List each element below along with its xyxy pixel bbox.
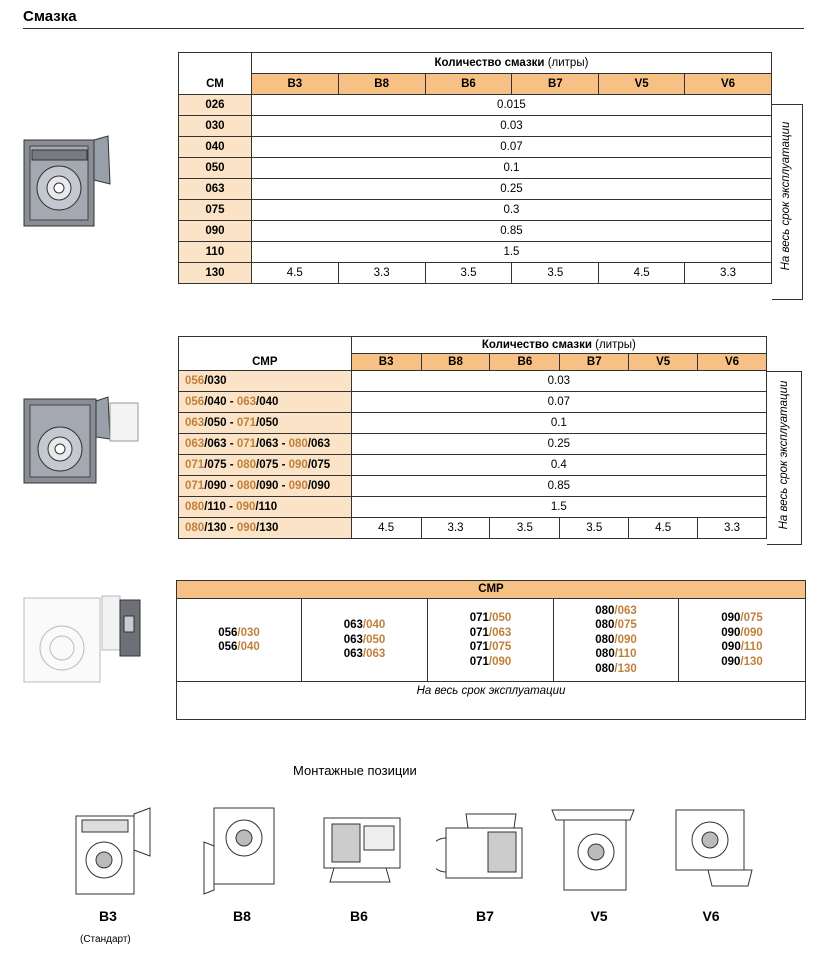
table3-column: 056/030 056/040: [177, 599, 302, 681]
table1-pos-b7: B7: [512, 74, 599, 95]
page-title: Смазка: [23, 8, 77, 25]
mounting-label-b3: B3: [99, 908, 117, 924]
table2-side-note: На весь срок эксплуатации: [778, 380, 790, 530]
mounting-b3-icon: [74, 806, 154, 898]
standard-note: (Стандарт): [80, 934, 131, 945]
mounting-label-b8: B8: [233, 908, 251, 924]
table-row: 030 0.03: [179, 116, 772, 137]
table1-side-note: На весь срок эксплуатации: [780, 121, 792, 271]
table2-pos-v6: V6: [698, 354, 767, 371]
table-row: 071/075 - 080/075 - 090/075 0.4: [179, 455, 767, 476]
table1-pos-v5: V5: [599, 74, 685, 95]
table-row: 063/063 - 071/063 - 080/063 0.25: [179, 434, 767, 455]
table3-column: 063/040 063/050 063/063: [302, 599, 428, 681]
worm-gearbox-cm-icon: [22, 130, 112, 230]
mounting-b8-icon: [202, 806, 282, 898]
worm-gearbox-outline-icon: [22, 590, 144, 686]
table3-column: 071/050 071/063 071/075 071/090: [428, 599, 554, 681]
table-row: 130 4.5 3.3 3.5 3.5 4.5 3.3: [179, 263, 772, 284]
table3-footer: На весь срок эксплуатации: [177, 681, 805, 697]
table-row: 063/050 - 071/050 0.1: [179, 413, 767, 434]
mounting-positions-title: Монтажные позиции: [293, 763, 417, 778]
table-row: 050 0.1: [179, 158, 772, 179]
table-row: 075 0.3: [179, 200, 772, 221]
table3-column: 090/075 090/090 090/110 090/130: [721, 612, 763, 668]
mounting-v5-icon: [550, 806, 636, 892]
table-row: 056/030 0.03: [179, 371, 767, 392]
title-divider: [23, 28, 804, 29]
table-row: 090 0.85: [179, 221, 772, 242]
lubricant-table-cm: [178, 52, 772, 284]
table2-pos-b8: B8: [421, 354, 490, 371]
mounting-label-v6: V6: [702, 908, 720, 924]
table2-pos-b3: B3: [351, 354, 421, 371]
table-row: 080/130 - 090/130 4.5 3.3 3.5 3.5 4.5 3.3: [179, 518, 767, 539]
table1-caption: Количество смазки (литры): [251, 53, 771, 74]
mounting-b7-icon: [436, 812, 526, 884]
table1-col-header: СМ: [179, 74, 252, 95]
table-row: 040 0.07: [179, 137, 772, 158]
table2-pos-b7: B7: [560, 354, 629, 371]
table-row: 056/040 - 063/040 0.07: [179, 392, 767, 413]
table2-caption: Количество смазки (литры): [351, 337, 766, 354]
worm-gearbox-cmp-icon: [22, 393, 142, 485]
mounting-b6-icon: [320, 812, 406, 884]
table1-pos-b6: B6: [425, 74, 512, 95]
table-row: 071/090 - 080/090 - 090/090 0.85: [179, 476, 767, 497]
table3-header: СМР: [177, 581, 805, 599]
mounting-v6-icon: [668, 806, 754, 892]
table1-pos-b3: B3: [251, 74, 338, 95]
mounting-label-b6: B6: [350, 908, 368, 924]
table2-pos-v5: V5: [629, 354, 698, 371]
mounting-label-b7: B7: [476, 908, 494, 924]
table-row: 080/110 - 090/110 1.5: [179, 497, 767, 518]
table-row: 063 0.25: [179, 179, 772, 200]
table3-column: 080/063 080/075 080/090 080/110 080/130: [554, 599, 679, 681]
table-row: 026 0.015: [179, 95, 772, 116]
table1-pos-b8: B8: [338, 74, 425, 95]
table1-pos-v6: V6: [685, 74, 772, 95]
table2-pos-b6: B6: [490, 354, 560, 371]
table-row: 110 1.5: [179, 242, 772, 263]
lubricant-table-cmp: [178, 336, 767, 539]
lifetime-lubricated-table: [176, 580, 806, 720]
table2-col-header: СМР: [179, 354, 352, 371]
mounting-label-v5: V5: [590, 908, 608, 924]
